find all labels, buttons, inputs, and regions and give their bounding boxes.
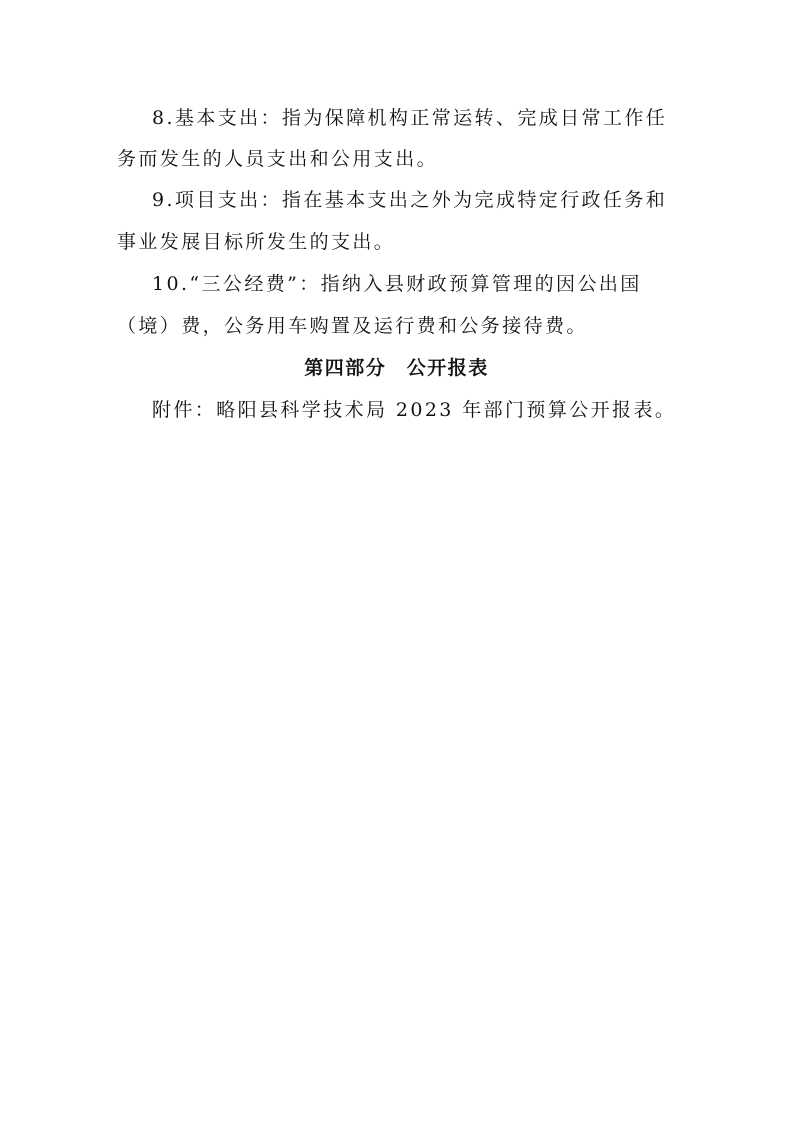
item-8-second-line: 务而发生的人员支出和公用支出。 (117, 148, 439, 170)
item-9-first-line: 9.项目支出：指在基本支出之外为完成特定行政任务和 (152, 189, 668, 211)
item-9-second-line: 事业发展目标所发生的支出。 (117, 231, 396, 253)
item-8-first-line: 8.基本支出：指为保障机构正常运转、完成日常工作任 (152, 107, 668, 129)
section-heading: 第四部分 公开报表 (304, 357, 489, 379)
item-10-second-line: （境）费，公务用车购置及运行费和公务接待费。 (117, 315, 588, 337)
item-10-first-line: 10.“三公经费”：指纳入县财政预算管理的因公出国 (152, 273, 642, 295)
attachment-line: 附件：略阳县科学技术局 2023 年部门预算公开报表。 (152, 399, 677, 421)
